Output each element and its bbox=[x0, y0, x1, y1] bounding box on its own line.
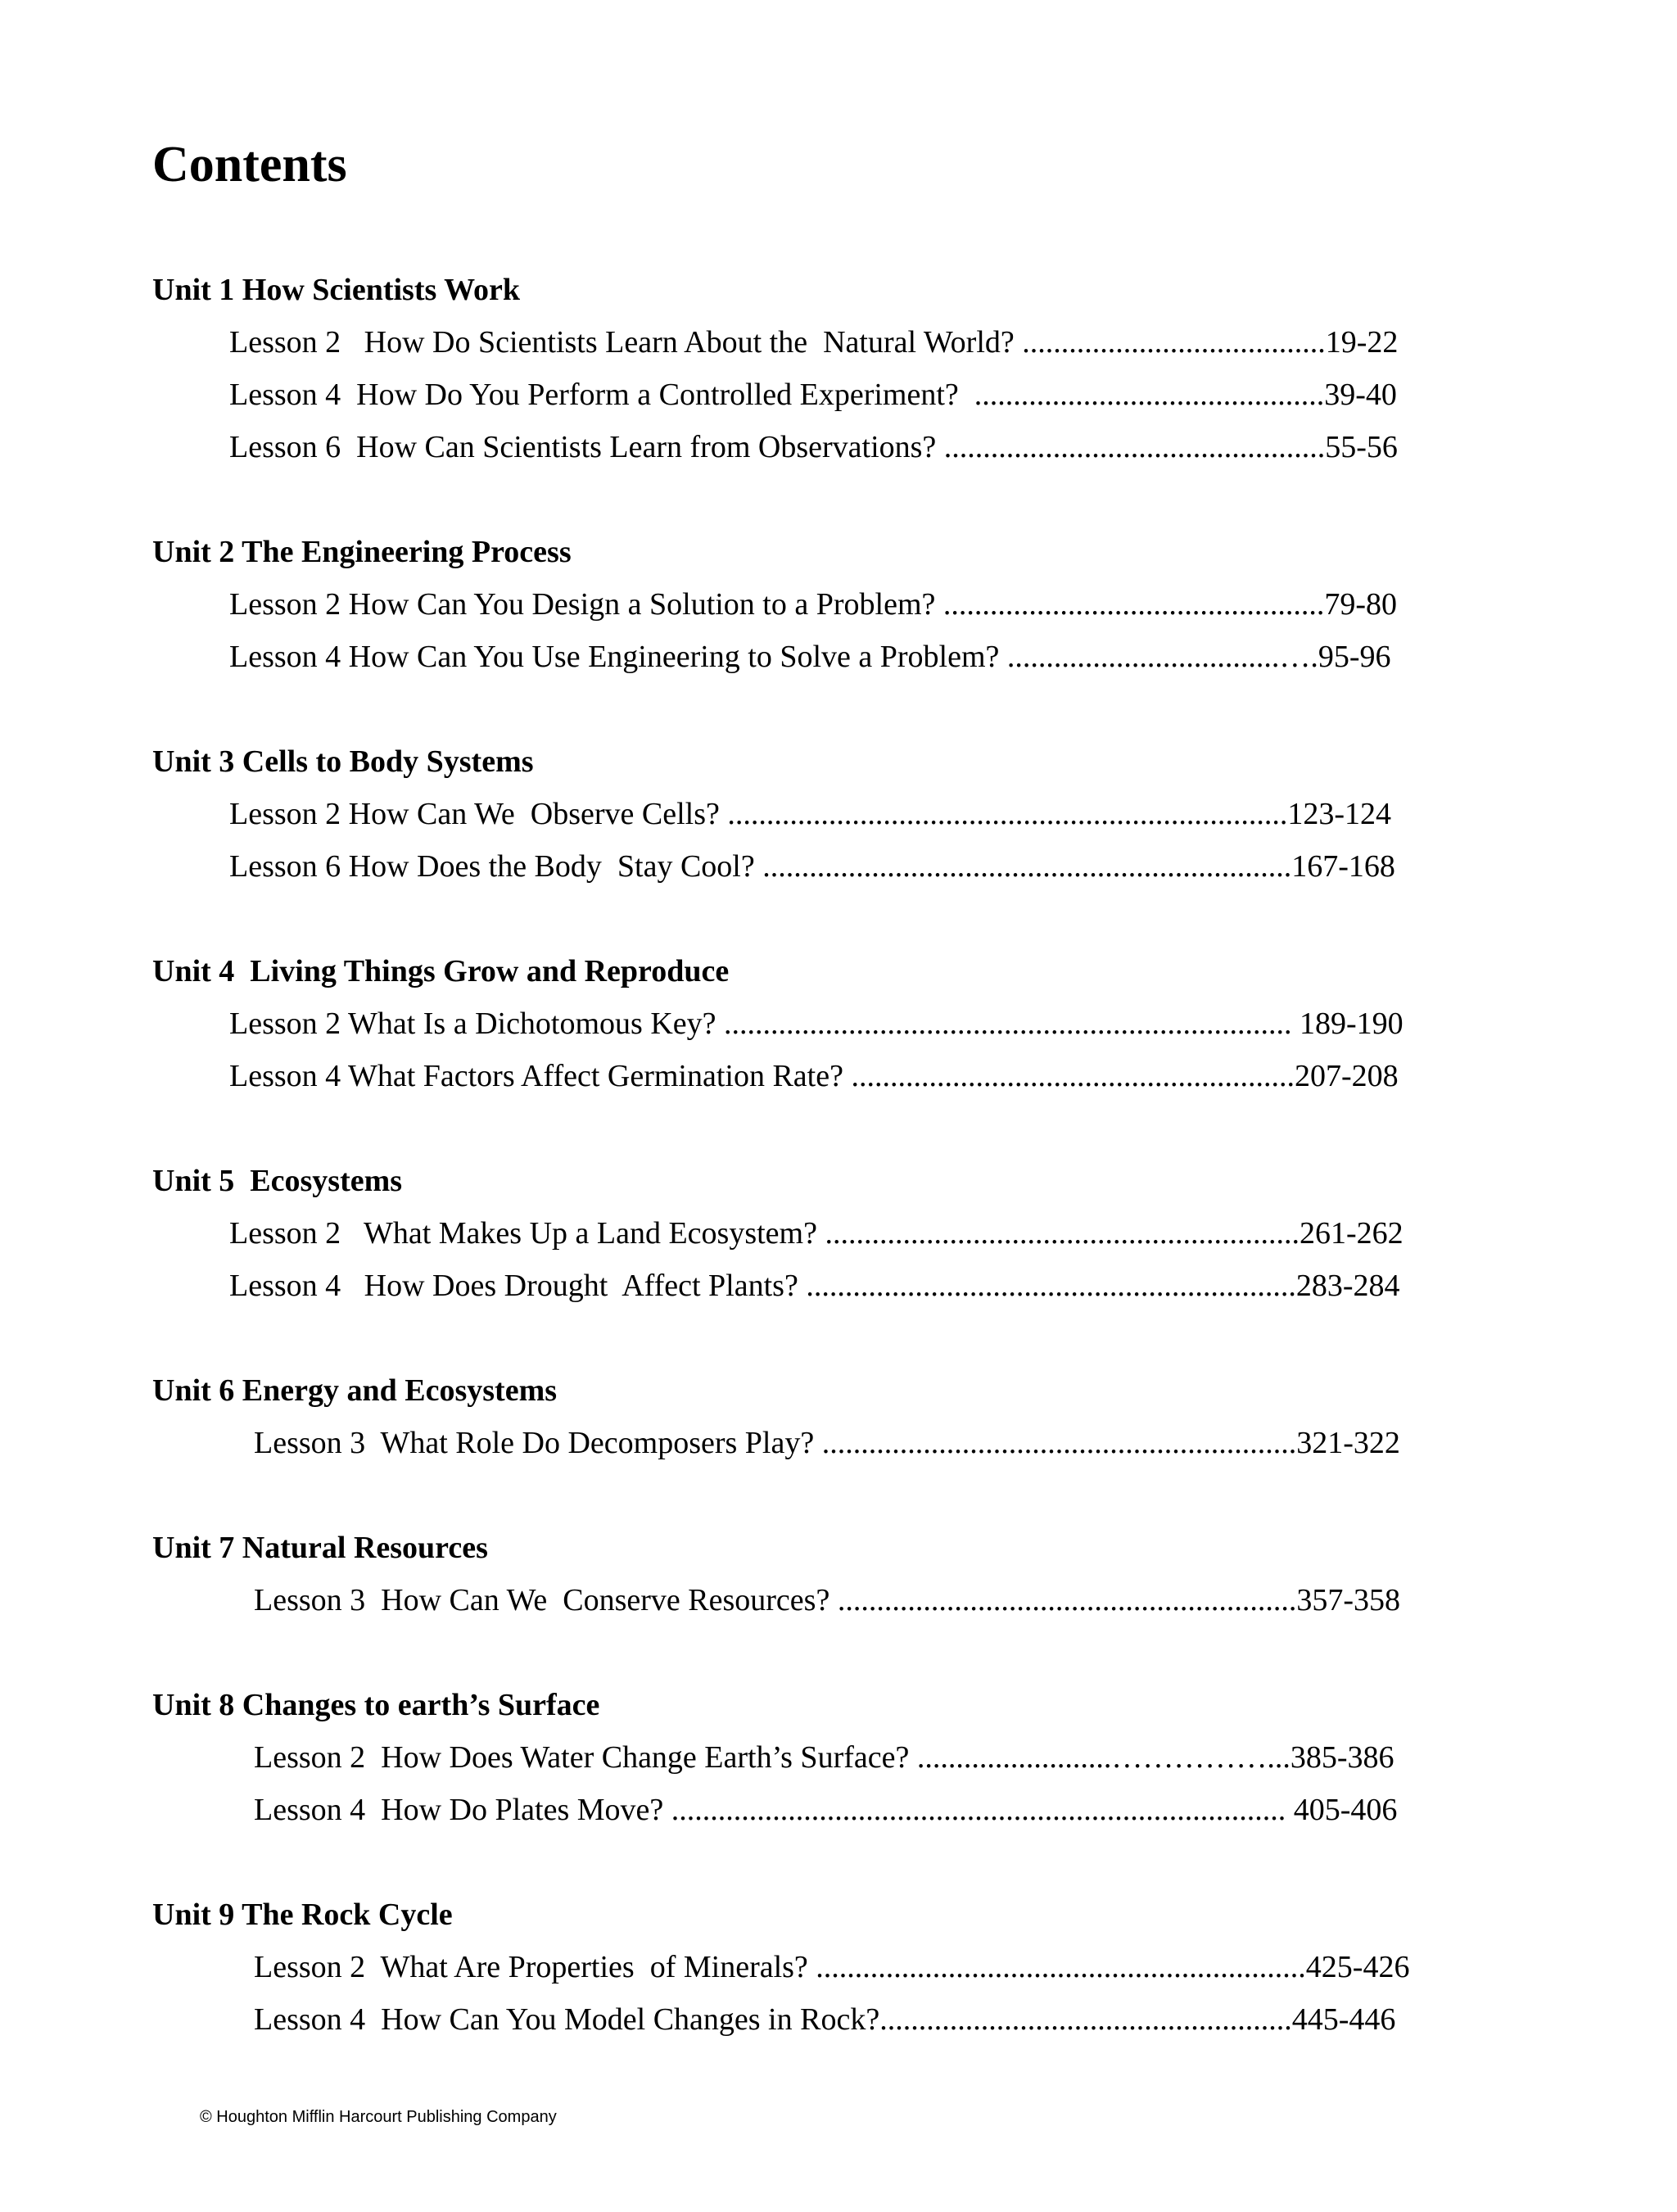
unit-section bbox=[152, 1889, 1512, 2046]
copyright-footer: © Houghton Mifflin Harcourt Publishing Company bbox=[200, 2108, 557, 2126]
lesson-entry: Lesson 2 How Does Water Change Earth’s Surface? .........................……………...385-386 bbox=[254, 1740, 1394, 1775]
lesson-entry: Lesson 3 How Can We Conserve Resources? ...........................................................357-358 bbox=[254, 1583, 1400, 1617]
unit-heading: Unit 1 How Scientists Work bbox=[152, 273, 521, 307]
table-of-contents bbox=[152, 264, 1512, 2098]
unit-section bbox=[152, 735, 1512, 893]
lesson-entry: Lesson 2 What Makes Up a Land Ecosystem? .............................................................261-262 bbox=[229, 1216, 1404, 1251]
lesson-entry: Lesson 4 How Can You Model Changes in Rock?.....................................................445-446 bbox=[254, 2002, 1396, 2037]
lesson-entry: Lesson 4 What Factors Affect Germination Rate? .........................................................207-208 bbox=[229, 1059, 1399, 1093]
unit-section bbox=[152, 1155, 1512, 1312]
unit-heading: Unit 8 Changes to earth’s Surface bbox=[152, 1688, 600, 1722]
lesson-entry: Lesson 3 What Role Do Decomposers Play? .............................................................321-322 bbox=[254, 1426, 1400, 1460]
unit-section bbox=[152, 1364, 1512, 1469]
unit-heading: Unit 4 Living Things Grow and Reproduce bbox=[152, 954, 730, 988]
unit-heading: Unit 6 Energy and Ecosystems bbox=[152, 1373, 558, 1408]
lesson-entry: Lesson 2 How Can We Observe Cells? ........................................................................123-124 bbox=[229, 797, 1392, 831]
lesson-entry: Lesson 4 How Can You Use Engineering to Solve a Problem? ...................................….95-96 bbox=[229, 640, 1391, 674]
unit-heading: Unit 3 Cells to Body Systems bbox=[152, 744, 534, 779]
unit-section bbox=[152, 1679, 1512, 1836]
unit-heading: Unit 2 The Engineering Process bbox=[152, 535, 572, 569]
lesson-entry: Lesson 6 How Can Scientists Learn from Observations? .................................................55-56 bbox=[229, 430, 1398, 464]
lesson-entry: Lesson 6 How Does the Body Stay Cool? ....................................................................167-168 bbox=[229, 849, 1395, 884]
lesson-entry: Lesson 4 How Do Plates Move? ............................................................................... 405-406 bbox=[254, 1793, 1398, 1827]
unit-section bbox=[152, 264, 1512, 473]
unit-section bbox=[152, 526, 1512, 683]
page-title: Contents bbox=[152, 137, 347, 192]
lesson-entry: Lesson 4 How Do You Perform a Controlled Experiment? .............................................39-40 bbox=[229, 378, 1397, 412]
lesson-entry: Lesson 2 How Can You Design a Solution to a Problem? .................................................79-80 bbox=[229, 587, 1398, 622]
unit-section bbox=[152, 945, 1512, 1102]
unit-heading: Unit 5 Ecosystems bbox=[152, 1164, 403, 1198]
unit-section bbox=[152, 1522, 1512, 1626]
lesson-entry: Lesson 2 What Is a Dichotomous Key? ......................................................................... 189-190 bbox=[229, 1006, 1404, 1041]
unit-heading: Unit 7 Natural Resources bbox=[152, 1531, 488, 1565]
lesson-entry: Lesson 2 How Do Scientists Learn About the Natural World? .......................................19-22 bbox=[229, 325, 1399, 360]
lesson-entry: Lesson 2 What Are Properties of Minerals? ...............................................................425-426 bbox=[254, 1950, 1410, 1984]
unit-heading: Unit 9 The Rock Cycle bbox=[152, 1898, 453, 1932]
lesson-entry: Lesson 4 How Does Drought Affect Plants? ...............................................................283-284 bbox=[229, 1269, 1400, 1303]
